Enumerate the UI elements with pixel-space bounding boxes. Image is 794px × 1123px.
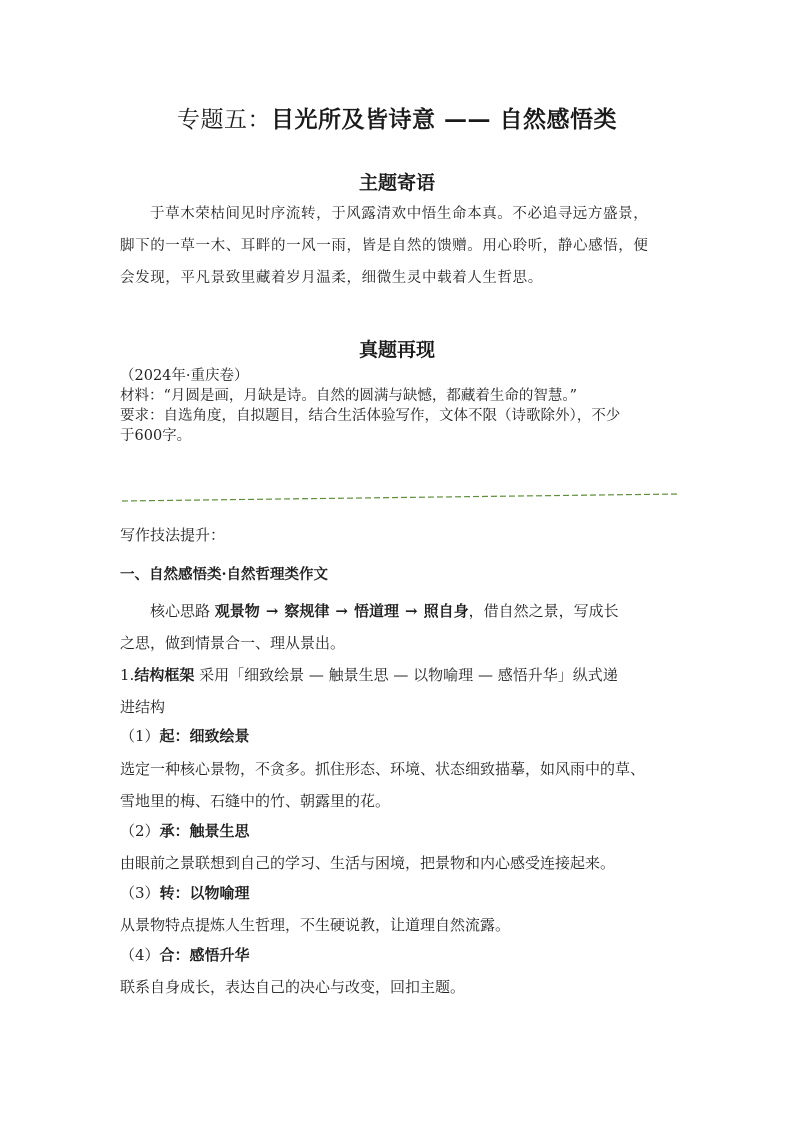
item-heading-2 <box>120 815 250 847</box>
core-line <box>150 595 619 627</box>
exam-material: 材料：“月圆是画，月缺是诗。自然的圆满与缺憾，都藏着生命的智慧。” <box>120 388 578 404</box>
item-2-line-1: 由眼前之景联想到自己的学习、生活与困境，把景物和内心感受连接起来。 <box>120 854 616 872</box>
arrow-icon: → <box>335 602 348 620</box>
step-2: 察规律 <box>284 602 330 620</box>
core-tail: ，借自然之景，写成长 <box>468 602 619 620</box>
page-title <box>0 100 794 140</box>
exam-heading: 真题再现 <box>358 339 435 361</box>
section-heading: 一、自然感悟类·自然哲理类作文 <box>120 566 329 583</box>
item-heading-4 <box>120 939 250 971</box>
item-1-line-2: 雪地里的梅、石缝中的竹、朝露里的花。 <box>120 792 391 810</box>
item-1-line-1: 选定一种核心景物，不贪多。抓住形态、环境、状态细致描摹，如风雨中的草、 <box>120 760 646 778</box>
theme-line-3: 会发现，平凡景致里藏着岁月温柔，细微生灵中载着人生哲思。 <box>120 270 543 286</box>
dashed-divider <box>122 490 678 504</box>
arrow-icon: → <box>405 602 418 620</box>
item-number: （1） <box>120 727 160 745</box>
item-label: 转：以物喻理 <box>159 884 250 902</box>
framework-label: 结构框架 <box>134 666 195 684</box>
item-heading-3 <box>120 877 250 909</box>
item-label: 承：触景生思 <box>159 822 250 840</box>
title-main: 目光所及皆诗意 —— 自然感悟类 <box>270 106 617 133</box>
core-line-2: 之思，做到情景合一、理从景出。 <box>120 634 346 652</box>
core-label: 核心思路 <box>150 602 211 620</box>
item-heading-1 <box>120 720 250 752</box>
item-4-line-1: 联系自身成长，表达自己的决心与改变，回扣主题。 <box>120 978 466 996</box>
item-number: （4） <box>120 946 160 964</box>
framework-line <box>120 659 618 691</box>
step-4: 照自身 <box>423 602 469 620</box>
exam-requirement-line-2: 于600字。 <box>120 428 192 444</box>
framework-text: 采用「细致绘景 — 触景生思 — 以物喻理 — 感悟升华」纵式递 <box>194 666 618 684</box>
framework-number: 1. <box>120 666 135 684</box>
step-3: 悟道理 <box>353 602 399 620</box>
theme-line-1: 于草木荣枯间见时序流转，于风露清欢中悟生命本真。不必追寻远方盛景， <box>150 206 649 222</box>
step-1: 观景物 <box>214 602 260 620</box>
theme-line-2: 脚下的一草一木、耳畔的一风一雨，皆是自然的馈赠。用心聆听，静心感悟，便 <box>120 238 649 254</box>
title-prefix: 专题五： <box>176 107 271 133</box>
exam-requirement-line-1: 要求：自选角度，自拟题目，结合生活体验写作，文体不限（诗歌除外），不少 <box>120 408 621 424</box>
item-label: 起：细致绘景 <box>159 727 250 745</box>
item-number: （2） <box>120 822 160 840</box>
exam-source: （2024年·重庆卷） <box>120 368 249 384</box>
arrow-icon: → <box>265 602 279 620</box>
skills-heading: 写作技法提升： <box>120 526 226 544</box>
item-3-line-1: 从景物特点提炼人生哲理，不生硬说教，让道理自然流露。 <box>120 916 511 934</box>
theme-heading: 主题寄语 <box>358 172 435 194</box>
item-number: （3） <box>120 884 160 902</box>
framework-line-2: 进结构 <box>120 698 166 716</box>
item-label: 合：感悟升华 <box>159 946 250 964</box>
